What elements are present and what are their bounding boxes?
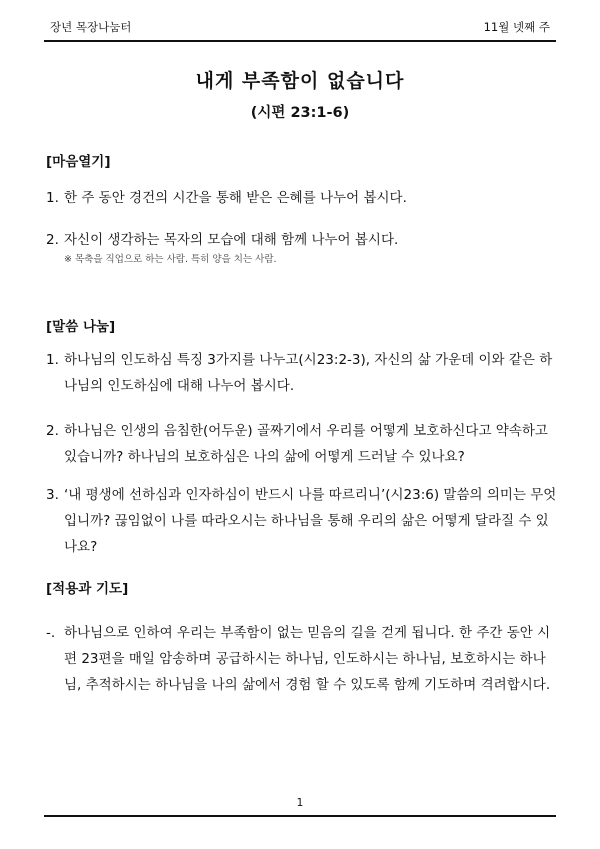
item-text: 하나님의 인도하심 특징 3가지를 나누고(시23:2-3), 자신의 삶 가운데 이와 같은 하나님의 인도하심에 대해 나누어 봅시다. <box>64 352 553 394</box>
list-item <box>46 227 560 253</box>
section-heading-word-sharing: [말씀 나눔] <box>46 319 116 335</box>
header-group-name: 장년 목장나눔터 <box>50 20 132 34</box>
section-heading-opening: [마음열기] <box>46 154 111 170</box>
page-header <box>44 16 556 42</box>
list-item <box>46 185 560 211</box>
item-text: 자신이 생각하는 목자의 모습에 대해 함께 나누어 봅시다. <box>64 232 399 248</box>
item-number: 3. <box>46 487 59 503</box>
item-text: 하나님은 인생의 음침한(어두운) 골짜기에서 우리를 어떻게 보호하신다고 약속하고 있습니까? 하나님의 보호하심은 나의 삶에 어떻게 드러날 수 있나요? <box>64 423 548 465</box>
item-note: ※ 목축을 직업으로 하는 사람. 특히 양을 치는 사람. <box>64 254 277 265</box>
header-week: 11월 넷째 주 <box>483 20 550 34</box>
list-item <box>46 482 560 560</box>
list-item <box>46 347 560 399</box>
list-item <box>46 418 560 470</box>
list-item <box>46 620 560 698</box>
item-text: 하나님으로 인하여 우리는 부족함이 없는 믿음의 길을 걷게 됩니다. 한 주간 동안 시편 23편을 매일 암송하며 공급하시는 하나님, 인도하시는 하나님, 보호하시는 하나님, 추적하시는 하나님을 나의 삶에서 경험 할 수 있도록 함께 기도하며 격려합시다. <box>64 625 551 693</box>
scripture-reference: (시편 23:1-6) <box>250 105 350 121</box>
page-number: 1 <box>296 797 304 809</box>
footer-divider <box>44 815 556 817</box>
item-number: 2. <box>46 423 59 439</box>
item-number: -. <box>46 625 56 641</box>
document-title: 내게 부족함이 없습니다 <box>195 70 405 92</box>
item-text: ‘내 평생에 선하심과 인자하심이 반드시 나를 따르리니’(시23:6) 말씀의 의미는 무엇입니까? 끊임없이 나를 따라오시는 하나님을 통해 우리의 삶은 어떻게 달라질 수 있나요? <box>64 487 557 555</box>
section-heading-application-prayer: [적용과 기도] <box>46 581 129 597</box>
item-number: 2. <box>46 232 59 248</box>
item-number: 1. <box>46 190 59 206</box>
item-number: 1. <box>46 352 59 368</box>
item-text: 한 주 동안 경건의 시간을 통해 받은 은혜를 나누어 봅시다. <box>64 190 407 206</box>
